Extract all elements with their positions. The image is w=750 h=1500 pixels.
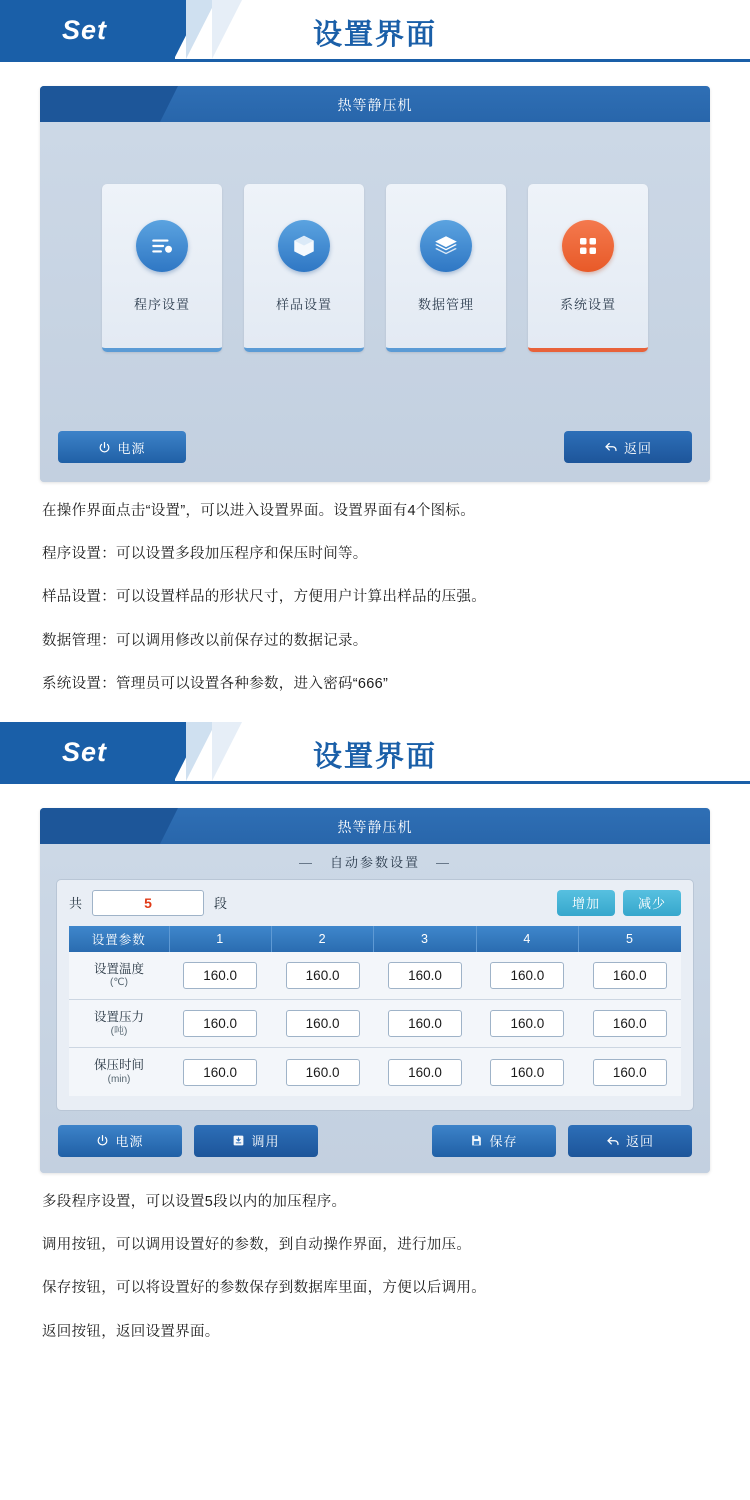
add-segment-button[interactable]: 增加 bbox=[557, 890, 615, 916]
device-body bbox=[40, 122, 710, 482]
caption-line: 程序设置：可以设置多段加压程序和保压时间等。 bbox=[42, 546, 368, 563]
temperature-input-2[interactable]: 160.0 bbox=[286, 962, 360, 989]
table-header-cell: 4 bbox=[476, 926, 578, 952]
device-button-bar bbox=[40, 430, 710, 482]
caption-line: 数据管理：可以调用修改以前保存过的数据记录。 bbox=[42, 632, 368, 649]
menu-item-label: 数据管理 bbox=[417, 296, 474, 312]
table-header-cell: 1 bbox=[169, 926, 271, 952]
banner-set-label: Set bbox=[62, 736, 108, 767]
segment-count-input[interactable]: 5 bbox=[92, 890, 204, 916]
call-button-label: 调用 bbox=[251, 1134, 280, 1150]
hold-time-input-5[interactable]: 160.0 bbox=[593, 1059, 667, 1086]
device-screen-settings bbox=[40, 86, 710, 482]
caption-line: 系统设置：管理员可以设置各种参数，进入密码“666” bbox=[42, 675, 389, 692]
back-button-label: 返回 bbox=[625, 1134, 654, 1150]
table-cell bbox=[374, 1048, 476, 1096]
panel-subtitle bbox=[40, 844, 710, 875]
caption-line: 返回按钮，返回设置界面。 bbox=[42, 1323, 220, 1340]
device-header bbox=[40, 86, 710, 122]
banner-set-label: Set bbox=[62, 15, 108, 45]
cube-icon bbox=[278, 220, 330, 272]
table-cell bbox=[579, 952, 681, 1000]
pressure-input-5[interactable]: 160.0 bbox=[593, 1010, 667, 1037]
menu-item-system-settings[interactable] bbox=[528, 184, 648, 352]
save-button-label: 保存 bbox=[489, 1134, 518, 1150]
back-arrow-icon bbox=[604, 440, 618, 454]
grid-apps-icon bbox=[562, 220, 614, 272]
table-row bbox=[69, 1048, 681, 1096]
temperature-input-5[interactable]: 160.0 bbox=[593, 962, 667, 989]
settings-icon-grid bbox=[40, 122, 710, 430]
row-label-text: 保压时间 bbox=[93, 1058, 144, 1073]
panel-subtitle-label: 自动参数设置 bbox=[329, 854, 420, 870]
row-label-temperature bbox=[69, 952, 169, 1000]
table-cell bbox=[169, 952, 271, 1000]
table-cell bbox=[374, 952, 476, 1000]
hold-time-input-3[interactable]: 160.0 bbox=[388, 1059, 462, 1086]
save-disk-icon bbox=[470, 1134, 483, 1147]
captions-section-1 bbox=[0, 482, 750, 722]
table-cell bbox=[271, 1000, 373, 1048]
device-title: 热等静压机 bbox=[337, 818, 413, 835]
page-title: 设置界面 bbox=[312, 740, 437, 773]
row-label-hold-time bbox=[69, 1048, 169, 1096]
pressure-input-1[interactable]: 160.0 bbox=[183, 1010, 257, 1037]
page-title: 设置界面 bbox=[312, 19, 437, 51]
power-button-label: 电源 bbox=[117, 440, 146, 456]
segment-prefix-label: 共 bbox=[69, 896, 83, 912]
table-header-cell: 设置参数 bbox=[69, 926, 169, 952]
device-button-bar bbox=[40, 1121, 710, 1173]
pressure-input-3[interactable]: 160.0 bbox=[388, 1010, 462, 1037]
minus-segment-button[interactable]: 减少 bbox=[623, 890, 681, 916]
table-cell bbox=[579, 1048, 681, 1096]
caption-line: 在操作界面点击“设置”，可以进入设置界面。设置界面有4个图标。 bbox=[42, 503, 476, 519]
power-button[interactable] bbox=[58, 431, 186, 463]
captions-section-2 bbox=[0, 1173, 750, 1370]
layers-icon bbox=[420, 220, 472, 272]
back-button[interactable] bbox=[564, 431, 692, 463]
table-row bbox=[69, 952, 681, 1000]
caption-line: 多段程序设置，可以设置5段以内的加压程序。 bbox=[42, 1193, 347, 1210]
table-header-cell: 3 bbox=[374, 926, 476, 952]
row-label-pressure bbox=[69, 1000, 169, 1048]
download-icon bbox=[232, 1134, 245, 1147]
power-icon bbox=[98, 441, 111, 454]
back-arrow-icon bbox=[606, 1134, 620, 1148]
menu-item-label: 样品设置 bbox=[275, 296, 332, 312]
segment-count-row bbox=[69, 890, 681, 916]
list-settings-icon bbox=[136, 220, 188, 272]
parameter-panel bbox=[56, 879, 694, 1111]
hold-time-input-2[interactable]: 160.0 bbox=[286, 1059, 360, 1086]
row-label-text: 设置压力 bbox=[93, 1009, 144, 1024]
table-header-cell: 5 bbox=[579, 926, 681, 952]
table-cell bbox=[476, 1000, 578, 1048]
row-label-unit: (吨) bbox=[110, 1025, 128, 1037]
row-label-unit: (℃) bbox=[110, 977, 128, 989]
row-label-unit: (min) bbox=[107, 1073, 131, 1085]
table-cell bbox=[476, 952, 578, 1000]
hold-time-input-4[interactable]: 160.0 bbox=[490, 1059, 564, 1086]
power-icon bbox=[96, 1134, 109, 1147]
parameter-table bbox=[69, 926, 681, 1096]
menu-item-label: 系统设置 bbox=[559, 296, 616, 312]
caption-line: 调用按钮，可以调用设置好的参数，到自动操作界面，进行加压。 bbox=[42, 1237, 472, 1254]
pressure-input-4[interactable]: 160.0 bbox=[490, 1010, 564, 1037]
caption-line: 样品设置：可以设置样品的形状尺寸，方便用户计算出样品的压强。 bbox=[42, 589, 486, 606]
device-title: 热等静压机 bbox=[337, 97, 413, 113]
table-cell bbox=[271, 1048, 373, 1096]
temperature-input-4[interactable]: 160.0 bbox=[490, 962, 564, 989]
table-cell bbox=[169, 1000, 271, 1048]
table-cell bbox=[579, 1000, 681, 1048]
temperature-input-1[interactable]: 160.0 bbox=[183, 962, 257, 989]
pressure-input-2[interactable]: 160.0 bbox=[286, 1010, 360, 1037]
back-button-label: 返回 bbox=[623, 440, 652, 456]
menu-item-data-management[interactable] bbox=[386, 184, 506, 352]
menu-item-label: 程序设置 bbox=[133, 296, 190, 312]
table-cell bbox=[271, 952, 373, 1000]
table-header-row bbox=[69, 926, 681, 952]
row-label-text: 设置温度 bbox=[93, 961, 144, 976]
menu-item-program-settings[interactable] bbox=[102, 184, 222, 352]
section-banner-1 bbox=[0, 0, 750, 62]
table-cell bbox=[476, 1048, 578, 1096]
table-header-cell: 2 bbox=[271, 926, 373, 952]
caption-line: 保存按钮，可以将设置好的参数保存到数据库里面，方便以后调用。 bbox=[42, 1280, 486, 1297]
section-banner-2 bbox=[0, 722, 750, 784]
table-row bbox=[69, 1000, 681, 1048]
back-button[interactable] bbox=[568, 1125, 692, 1157]
device-body bbox=[40, 844, 710, 1173]
subtitle-dash-right: — bbox=[436, 854, 451, 870]
table-cell bbox=[169, 1048, 271, 1096]
hold-time-input-1[interactable]: 160.0 bbox=[183, 1059, 257, 1086]
device-screen-auto-params bbox=[40, 808, 710, 1173]
table-cell bbox=[374, 1000, 476, 1048]
power-button[interactable] bbox=[58, 1125, 182, 1157]
segment-suffix-label: 段 bbox=[214, 896, 228, 912]
menu-item-sample-settings[interactable] bbox=[244, 184, 364, 352]
subtitle-dash-left: — bbox=[298, 854, 314, 870]
device-header bbox=[40, 808, 710, 844]
temperature-input-3[interactable]: 160.0 bbox=[388, 962, 462, 989]
call-button[interactable] bbox=[194, 1125, 318, 1157]
power-button-label: 电源 bbox=[115, 1134, 144, 1150]
save-button[interactable] bbox=[432, 1125, 556, 1157]
